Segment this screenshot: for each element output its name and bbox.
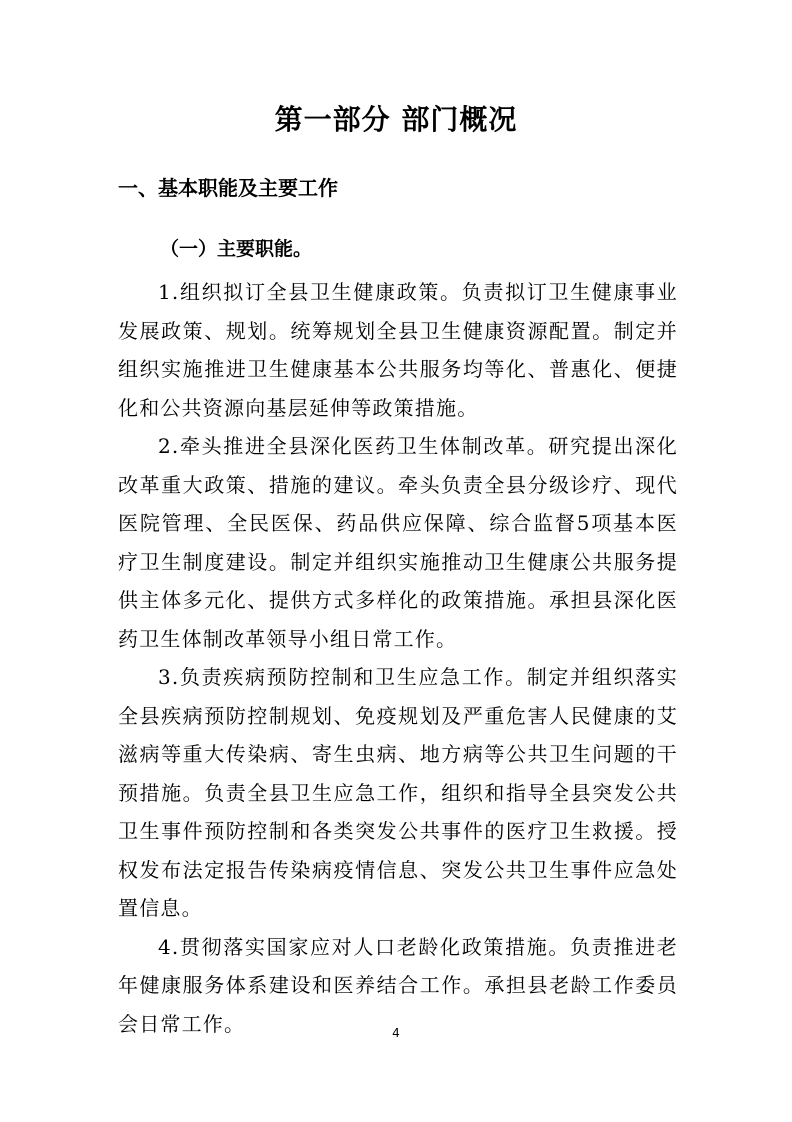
paragraph-3: 3.负责疾病预防控制和卫生应急工作。制定并组织落实全县疾病预防控制规划、免疫规划及严重危害人民健康的艾滋病等重大传染病、寄生虫病、地方病等公共卫生问题的干预措施。负责全县卫生应急工作，组织和指导全县突发公共卫生事件预防控制和各类突发公共事件的医疗卫生救援。授权发布法定报告传染病疫情信息、突发公共卫生事件应急处置信息。 bbox=[118, 665, 678, 920]
section-heading: 一、基本职能及主要工作 bbox=[118, 176, 338, 200]
paragraph-1: 1.组织拟订全县卫生健康政策。负责拟订卫生健康事业发展政策、规划。统筹规划全县卫生健康资源配置。制定并组织实施推进卫生健康基本公共服务均等化、普惠化、便捷化和公共资源向基层延伸等政策措施。 bbox=[118, 280, 678, 420]
page-number: 4 bbox=[392, 1026, 400, 1040]
sub-heading: （一）主要职能。 bbox=[160, 238, 313, 260]
page-title: 第一部分 部门概况 bbox=[274, 103, 518, 136]
paragraph-4: 4.贯彻落实国家应对人口老龄化政策措施。负责推进老年健康服务体系建设和医养结合工作。承担县老龄工作委员会日常工作。 bbox=[118, 934, 678, 1036]
paragraph-2: 2.牵头推进全县深化医药卫生体制改革。研究提出深化改革重大政策、措施的建议。牵头负责全县分级诊疗、现代医院管理、全民医保、药品供应保障、综合监督5项基本医疗卫生制度建设。制定并组织实施推动卫生健康公共服务提供主体多元化、提供方式多样化的政策措施。承担县深化医药卫生体制改革领导小组日常工作。 bbox=[118, 434, 678, 651]
body-text bbox=[118, 273, 678, 1043]
